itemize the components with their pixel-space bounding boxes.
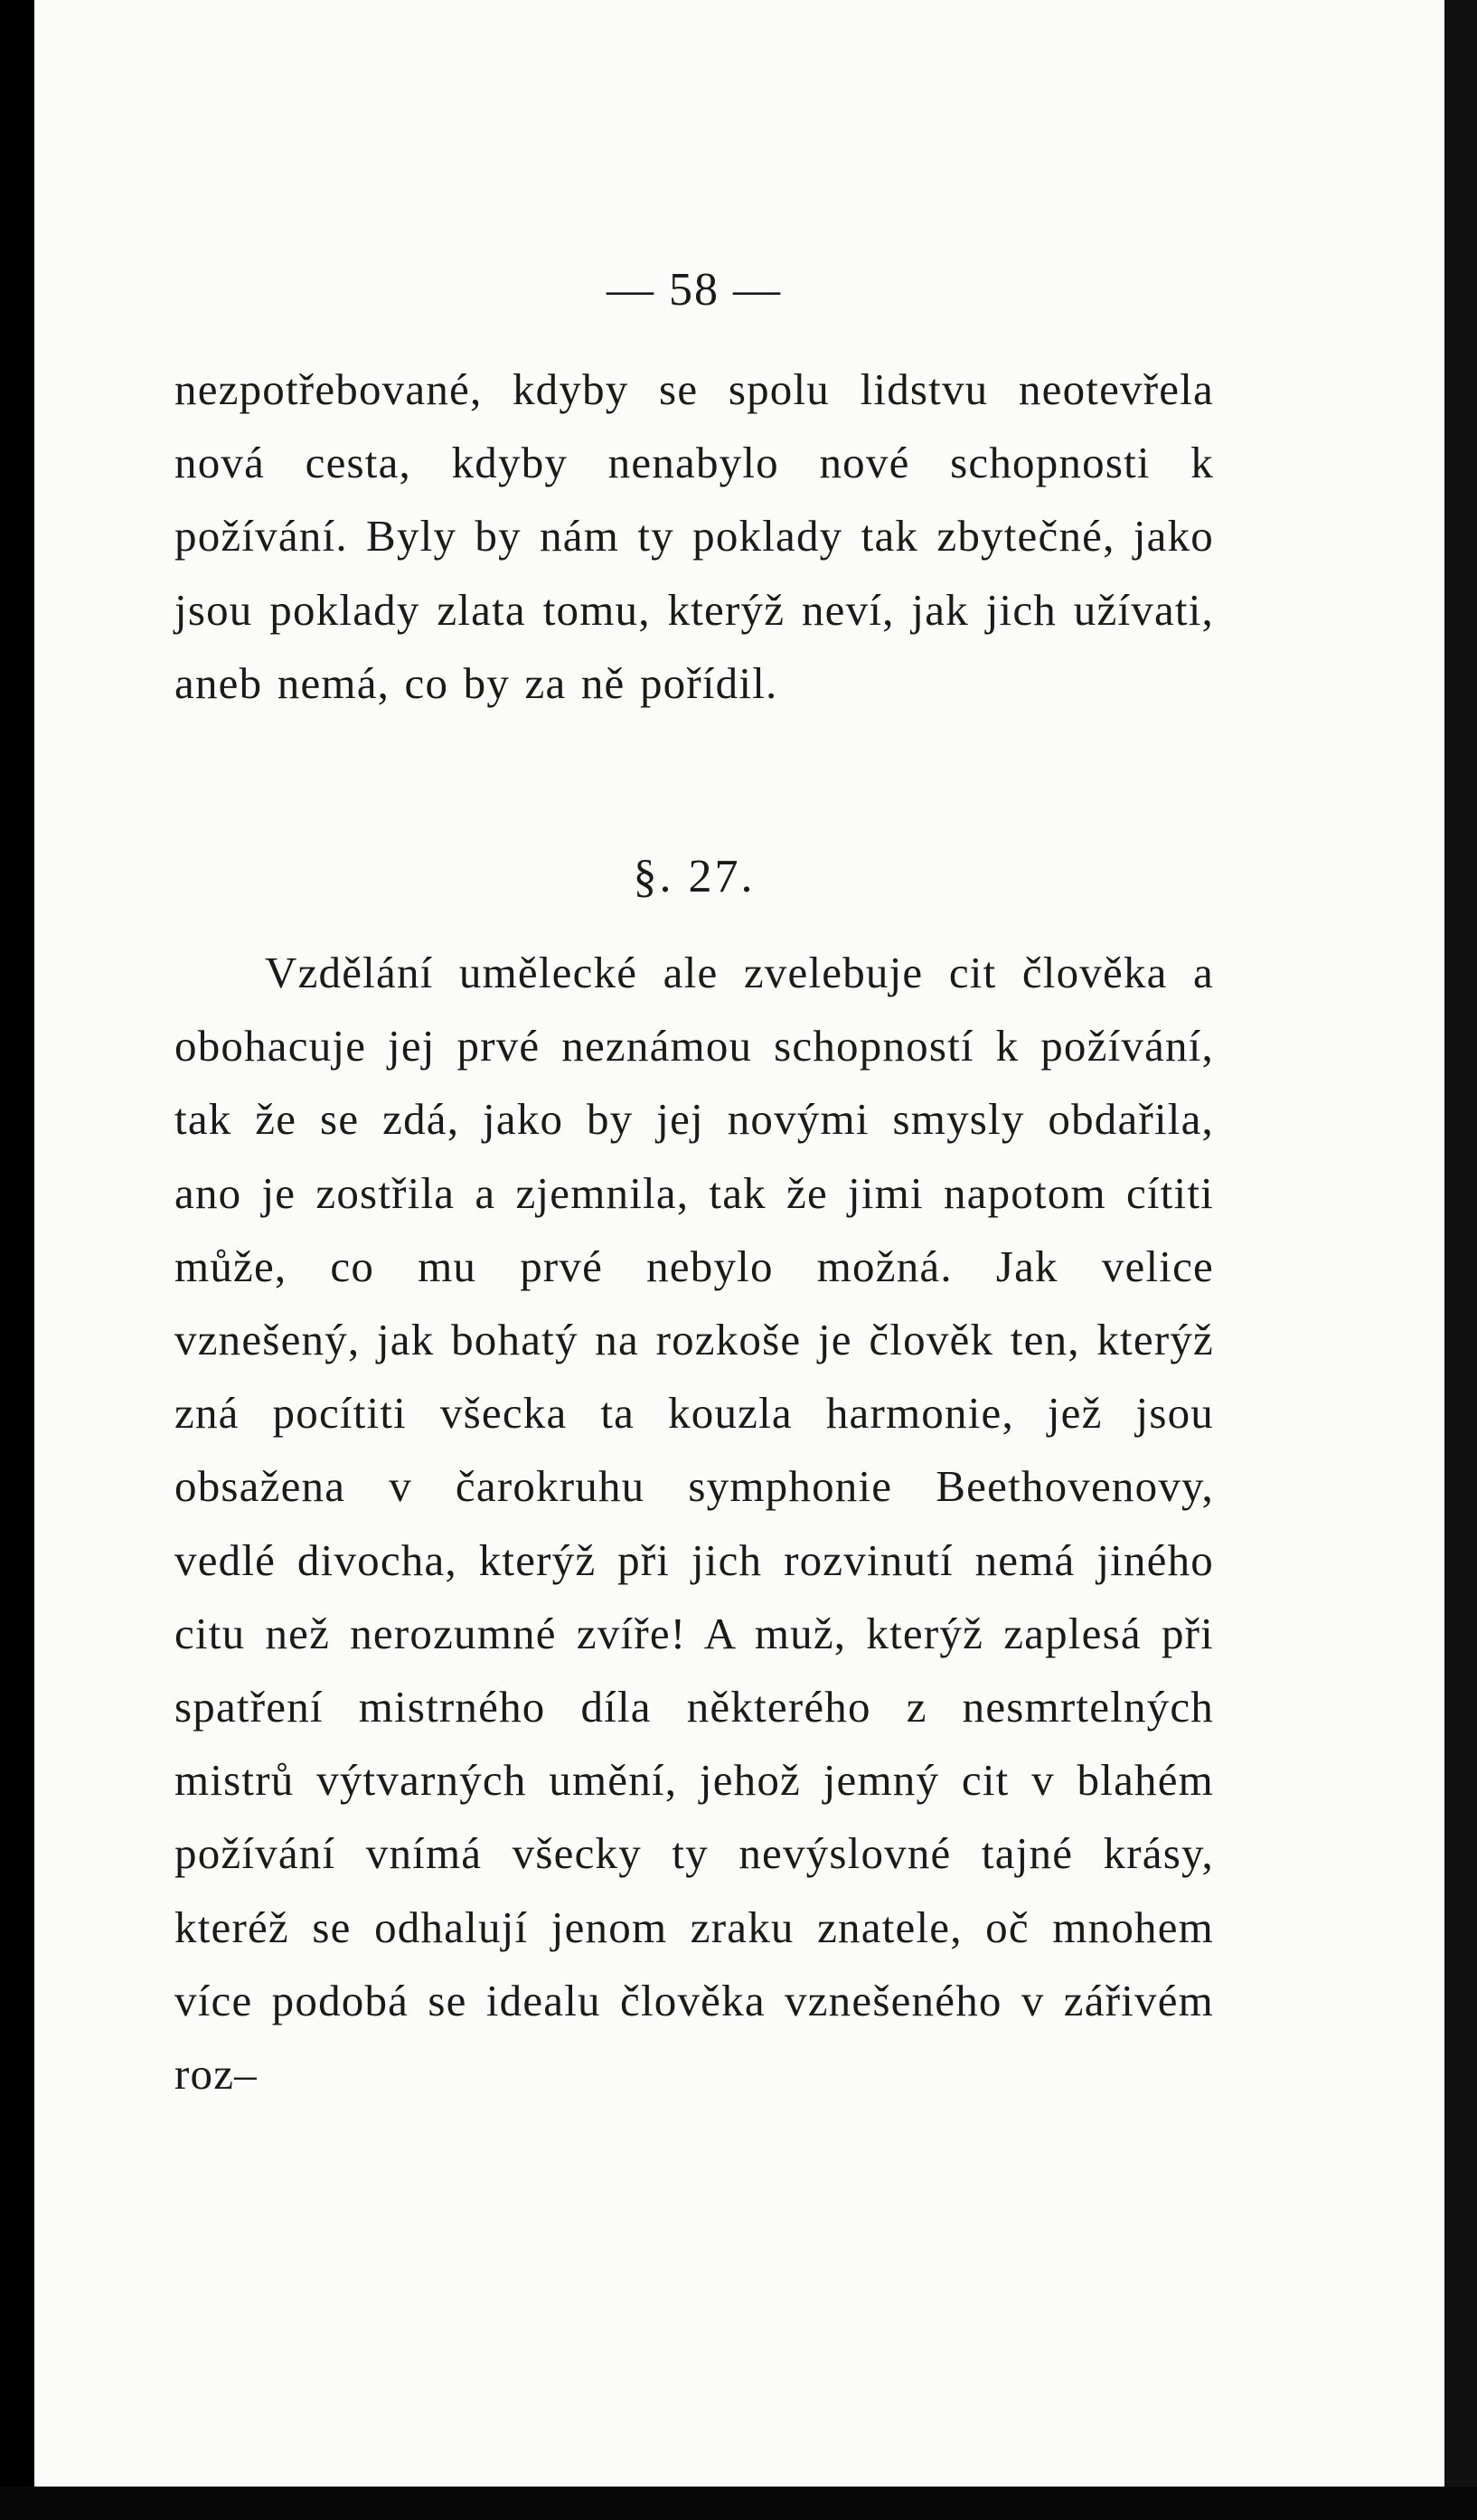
paragraph-section-27: Vzdělání umělecké ale zvelebuje cit člověka a obohacuje jej prvé neznámou schopností k požívání, tak že se zdá, jako by jej novými smysly obdařila, ano je zostřila a zjemnila, tak že jimi napotom cítiti může, co mu prvé nebylo možná. Jak velice vznešený, jak bohatý na rozkoše je člověk ten, kterýž zná pocítiti všecka ta kouzla harmonie, jež jsou obsažena v čarokruhu symphonie Beethovenovy, vedlé divocha, kterýž při jich rozvinutí nemá jiného citu než nerozumné zvíře! A muž, kterýž zaplesá při spatření mistrného díla některého z nesmrtelných mistrů výtvarných umění, jehož jemný cit v blahém požívání vnímá všecky ty nevýslovné tajné krásy, kteréž se odhalují jenom zraku znatele, oč mnohem více podobá se idealu člověka vznešeného v zářivém roz– [174,948,1214,2100]
scan-border-right [1444,0,1477,2520]
section-heading: §. 27. [633,851,756,902]
book-page [34,0,1444,2487]
page-number: — 58 — [607,264,782,316]
paragraph-continued: nezpotřebované, kdyby se spolu lidstvu neotevřela nová cesta, kdyby nenabylo nové schopnosti k požívání. Byly by nám ty poklady tak zbytečné, jako jsou poklady zlata tomu, kterýž neví, jak jich užívati, aneb nemá, co by za ně pořídil. [174,364,1214,708]
scan-border-bottom [0,2487,1477,2520]
